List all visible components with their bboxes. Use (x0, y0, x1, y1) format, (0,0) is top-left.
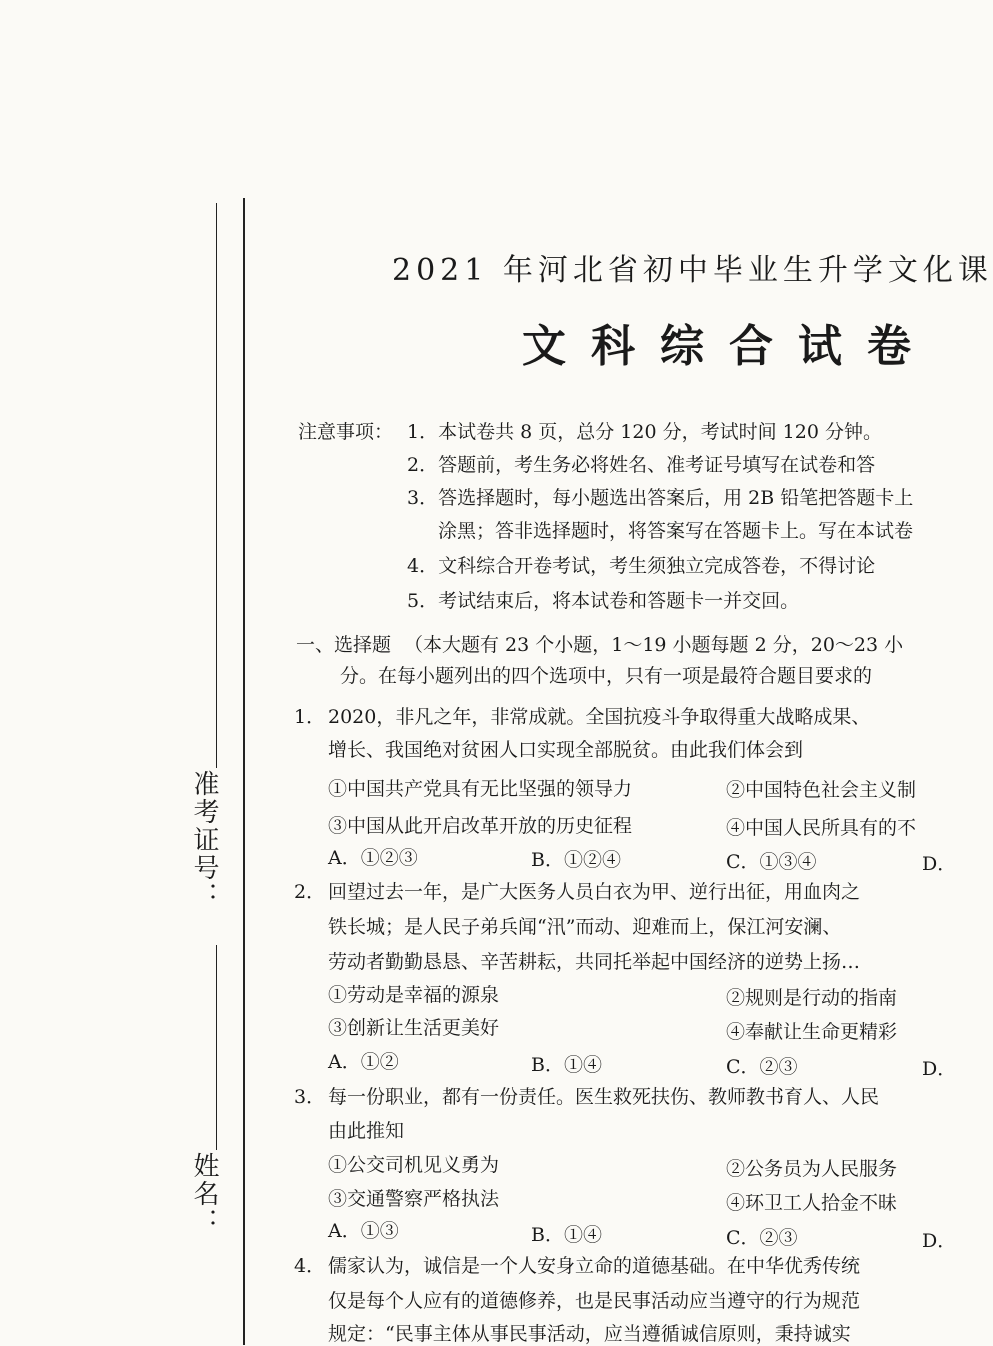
statement: ④中国人民所具有的不 (726, 817, 917, 839)
question-text: 由此推知 (328, 1120, 405, 1142)
notice-item: 涂黑；答非选择题时，将答案写在答题卡上。写在本试卷 (438, 520, 914, 542)
question-number: 1． (294, 706, 326, 728)
choice: D． (922, 1058, 957, 1080)
question-text: 2020，非凡之年，非常成就。全国抗疫斗争取得重大战略成果、 (328, 706, 871, 728)
section-description: 分。在每小题列出的四个选项中，只有一项是最符合题目要求的 (340, 665, 873, 687)
statement: ①公交司机见义勇为 (328, 1154, 500, 1176)
statement: ④奉献让生命更精彩 (726, 1021, 898, 1043)
name-label: 姓名： (189, 1152, 219, 1236)
question-text: 儒家认为，诚信是一个人安身立命的道德基础。在中华优秀传统 (328, 1255, 861, 1277)
binding-line (243, 198, 245, 1345)
notice-item: 3．答选择题时，每小题选出答案后，用 2B 铅笔把答题卡上 (407, 487, 914, 509)
notice-item: 5．考试结束后，将本试卷和答题卡一并交回。 (407, 590, 800, 612)
section-heading: 一、选择题 (296, 634, 392, 656)
choice: B．①②④ (531, 849, 621, 871)
exam-id-underline (216, 203, 217, 768)
statement: ①中国共产党具有无比坚强的领导力 (328, 778, 633, 800)
question-text: 每一份职业，都有一份责任。医生救死扶伤、教师教书育人、人民 (328, 1086, 880, 1108)
question-text: 仅是每个人应有的道德修养，也是民事活动应当遵守的行为规范 (328, 1290, 861, 1312)
exam-subtitle: 文科综合试卷 (522, 321, 936, 372)
question-number: 3． (294, 1086, 326, 1108)
question-text: 劳动者勤勤恳恳、辛苦耕耘，共同托举起中国经济的逆势上扬… (328, 951, 861, 973)
question-number: 2． (294, 881, 326, 903)
choice: D． (922, 853, 957, 875)
choice: C．①③④ (726, 851, 817, 873)
choice: B．①④ (531, 1224, 602, 1246)
choice: A．①③ (328, 1220, 399, 1242)
notice-label: 注意事项： (298, 421, 394, 443)
notice-item: 4．文科综合开卷考试，考生须独立完成答卷，不得讨论 (407, 555, 876, 577)
exam-title: 2021 年河北省初中毕业生升学文化课 (392, 253, 993, 288)
statement: ②中国特色社会主义制 (726, 779, 917, 801)
exam-id-label: 准考证号： (189, 770, 219, 910)
choice: B．①④ (531, 1054, 602, 1076)
name-underline (216, 945, 217, 1150)
choice: D． (922, 1230, 957, 1252)
choice: A．①②③ (328, 847, 418, 869)
choice: C．②③ (726, 1227, 798, 1249)
notice-item: 2．答题前，考生务必将姓名、准考证号填写在试卷和答 (407, 454, 876, 476)
statement: ①劳动是幸福的源泉 (328, 984, 500, 1006)
question-text: 回望过去一年，是广大医务人员白衣为甲、逆行出征，用血肉之 (328, 881, 861, 903)
statement: ③交通警察严格执法 (328, 1188, 500, 1210)
notice-item: 1．本试卷共 8 页，总分 120 分，考试时间 120 分钟。 (407, 421, 882, 443)
statement: ④环卫工人拾金不昧 (726, 1192, 898, 1214)
question-text: 增长、我国绝对贫困人口实现全部脱贫。由此我们体会到 (328, 739, 804, 761)
statement: ③中国从此开启改革开放的历史征程 (328, 815, 633, 837)
choice: C．②③ (726, 1056, 798, 1078)
section-description: （本大题有 23 个小题，1～19 小题每题 2 分，20～23 小 (404, 634, 904, 656)
question-text: 铁长城；是人民子弟兵闻“汛”而动、迎难而上，保江河安澜、 (328, 916, 842, 938)
choice: A．①② (328, 1051, 399, 1073)
statement: ②公务员为人民服务 (726, 1158, 898, 1180)
statement: ③创新让生活更美好 (328, 1017, 500, 1039)
question-text: 规定：“民事主体从事民事活动，应当遵循诚信原则，秉持诚实 (328, 1323, 851, 1345)
question-number: 4． (294, 1255, 326, 1277)
statement: ②规则是行动的指南 (726, 987, 898, 1009)
